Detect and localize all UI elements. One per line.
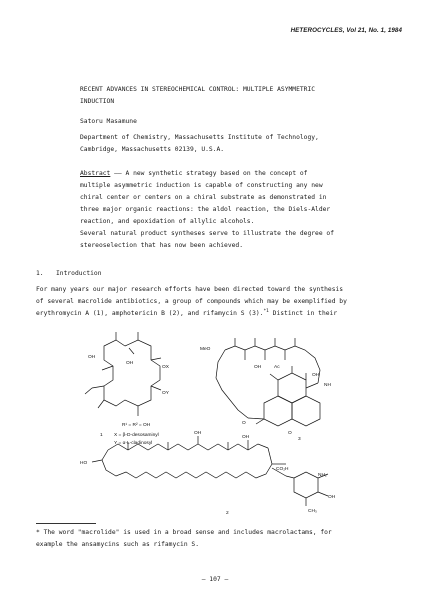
introduction-text: [36, 284, 402, 320]
label-ox: OX: [162, 365, 169, 370]
figure-labels: [80, 346, 336, 516]
footnote-divider: [36, 523, 96, 524]
abstract-line: chiral center or centers on a chiral substrate as demonstrated in: [80, 194, 327, 201]
running-header: HETEROCYCLES, Vol 21, No. 1, 1984: [290, 27, 402, 34]
abstract-line: reaction, and epoxidation of allylic alcohols.: [80, 218, 255, 225]
author-affiliation: [80, 132, 400, 156]
label-oy: OY: [162, 391, 169, 396]
label-rifamycin-number: 3: [298, 437, 301, 442]
label-nh: NH: [324, 383, 331, 388]
article-title: [80, 84, 380, 108]
label-ho: HO: [80, 461, 88, 466]
label-oh-7: OH: [328, 495, 336, 500]
footnote-line-2: example the ansamycins such as rifamycin S.: [36, 541, 200, 548]
abstract-line: three major organic reactions: the aldol reaction, the Diels-Alder: [80, 206, 331, 213]
intro-line-3-text: erythromycin A (1), amphotericin B (2), and rifamycin S (3).: [36, 310, 264, 317]
chemical-structures-figure: [30, 328, 390, 518]
abstract-line: stereoselection that has now been achieved.: [80, 242, 244, 249]
author-name: Satoru Masamune: [80, 118, 137, 125]
section-number: 1.: [36, 270, 44, 277]
section-heading: [36, 268, 102, 280]
affiliation-line-2: Cambridge, Massachusetts 02139, U.S.A.: [80, 146, 225, 153]
label-oh-6: OH: [242, 435, 250, 440]
label-meo: MeO: [200, 347, 211, 352]
label-erythromycin-number: 1: [100, 433, 103, 438]
section-title: Introduction: [56, 270, 102, 277]
intro-line-3-end: Distinct in their: [268, 310, 338, 317]
label-oh-1: OH: [126, 361, 134, 366]
intro-line-3: [36, 308, 402, 320]
rifamycin-structure: [216, 338, 320, 426]
label-ch3: CH₃: [308, 509, 317, 514]
footnote-line-1: * The word "macrolide" is used in a broad sense and includes macrolactams, for: [36, 529, 332, 536]
abstract-heading: Abstract: [80, 170, 111, 177]
label-oh-3: OH: [254, 365, 262, 370]
footnote: [36, 527, 402, 551]
label-oh-5: OH: [194, 431, 202, 436]
amphotericin-structure: [92, 436, 328, 506]
label-o-2: O: [288, 431, 292, 436]
label-r-equation: R¹ = R² = OH: [122, 423, 151, 428]
abstract-line: multiple asymmetric induction is capable of constructing any new: [80, 182, 323, 189]
erythromycin-structure: [85, 332, 161, 416]
title-line-1: RECENT ADVANCES IN STEREOCHEMICAL CONTROL: MULTIPLE ASYMMETRIC: [80, 86, 316, 93]
abstract-line: Several natural product syntheses serve to illustrate the degree of: [80, 230, 335, 237]
footnote-marker: *1: [263, 309, 269, 314]
abstract: [80, 168, 398, 252]
label-y-definition: Y = α-L-cladinosyl: [114, 441, 153, 446]
label-oh-4: OH: [312, 373, 320, 378]
label-ac: Ac: [274, 365, 280, 370]
label-x-definition: X = β-D-desosaminyl: [114, 433, 159, 438]
abstract-first-line: [80, 168, 398, 180]
intro-line-2: of several macrolide antibiotics, a group of compounds which may be exemplified by: [36, 298, 347, 305]
title-line-2: INDUCTION: [80, 98, 115, 105]
abstract-lead: —— A new synthetic strategy based on the concept of: [110, 170, 308, 177]
label-o-1: O: [242, 421, 246, 426]
label-co2h: CO₂H: [276, 467, 289, 472]
label-amphotericin-number: 2: [226, 511, 229, 516]
label-oh-2: OH: [88, 355, 96, 360]
label-nh2: NH₂: [318, 473, 327, 478]
affiliation-line-1: Department of Chemistry, Massachusetts Institute of Technology,: [80, 134, 319, 141]
intro-line-1: For many years our major research efforts have been directed toward the synthesis: [36, 286, 344, 293]
page-number: — 107 —: [201, 576, 229, 583]
